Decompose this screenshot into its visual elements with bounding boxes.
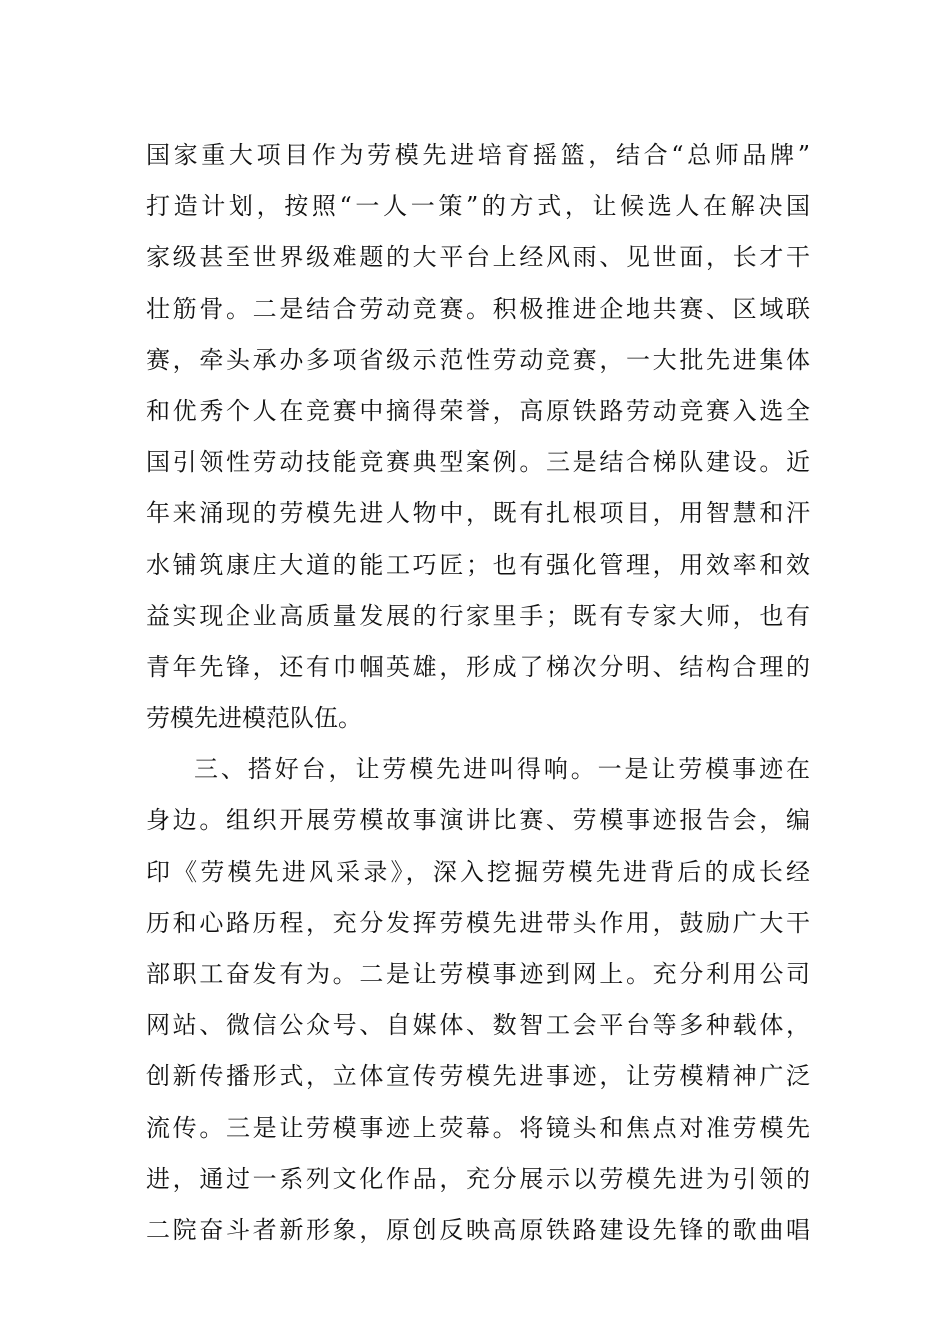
paragraph-continuation xyxy=(146,130,810,744)
text-line: 身边。组织开展劳模故事演讲比赛、劳模事迹报告会，编 xyxy=(146,806,810,835)
text-line: 进，通过一系列文化作品，充分展示以劳模先进为引领的 xyxy=(146,1164,810,1193)
document-body xyxy=(146,130,810,1256)
text-line: 部职工奋发有为。二是让劳模事迹到网上。充分利用公司 xyxy=(146,960,810,988)
text-line: 水铺筑康庄大道的能工巧匠；也有强化管理，用效率和效 xyxy=(146,550,810,579)
paragraph-section-three xyxy=(146,744,810,1256)
text-line: 网站、微信公众号、自媒体、数智工会平台等多种载体， xyxy=(146,1011,810,1040)
text-line: 劳模先进模范队伍。 xyxy=(146,704,362,733)
text-line: 和优秀个人在竞赛中摘得荣誉，高原铁路劳动竞赛入选全 xyxy=(146,396,810,425)
text-line: 家级甚至世界级难题的大平台上经风雨、见世面，长才干 xyxy=(146,243,810,272)
text-line: 年来涌现的劳模先进人物中，既有扎根项目，用智慧和汗 xyxy=(146,499,810,528)
text-line: 赛，牵头承办多项省级示范性劳动竞赛，一大批先进集体 xyxy=(146,345,810,374)
text-line: 青年先锋，还有巾帼英雄，形成了梯次分明、结构合理的 xyxy=(146,652,810,681)
text-line: 打造计划，按照“一人一策”的方式，让候选人在解决国 xyxy=(146,192,810,221)
text-line: 历和心路历程，充分发挥劳模先进带头作用，鼓励广大干 xyxy=(146,908,810,937)
text-line: 壮筋骨。二是结合劳动竞赛。积极推进企地共赛、区域联 xyxy=(146,294,810,323)
text-line: 国家重大项目作为劳模先进培育摇篮，结合“总师品牌” xyxy=(146,141,810,169)
text-line: 三、搭好台，让劳模先进叫得响。一是让劳模事迹在 xyxy=(194,755,810,784)
text-line: 印《劳模先进风采录》，深入挖掘劳模先进背后的成长经 xyxy=(146,857,810,886)
text-line: 二院奋斗者新形象，原创反映高原铁路建设先锋的歌曲唱 xyxy=(146,1215,810,1244)
text-line: 国引领性劳动技能竞赛典型案例。三是结合梯队建设。近 xyxy=(146,448,810,477)
text-line: 流传。三是让劳模事迹上荧幕。将镜头和焦点对准劳模先 xyxy=(146,1113,810,1142)
text-line: 益实现企业高质量发展的行家里手；既有专家大师，也有 xyxy=(146,601,810,630)
text-line: 创新传播形式，立体宣传劳模先进事迹，让劳模精神广泛 xyxy=(146,1062,810,1091)
